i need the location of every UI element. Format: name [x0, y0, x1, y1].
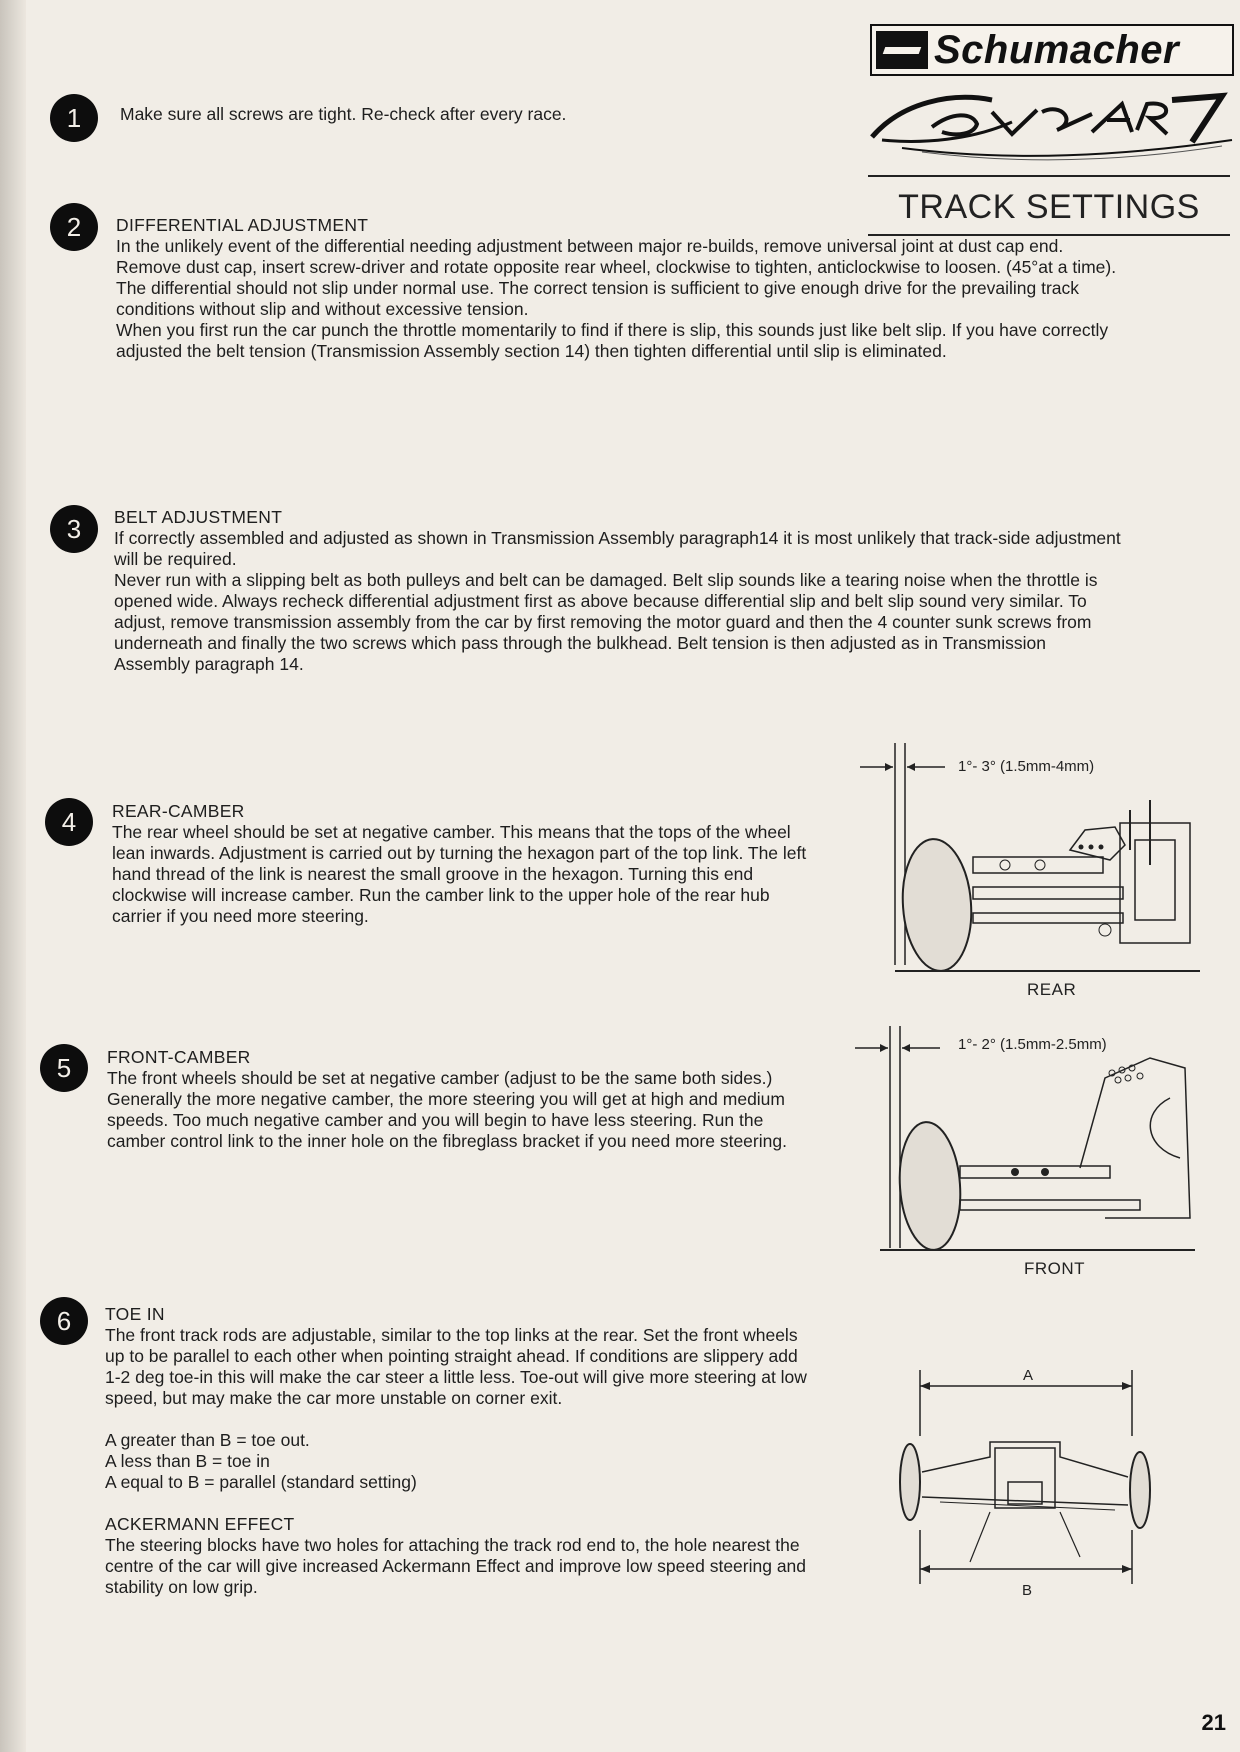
section-3-paragraph-1: If correctly assembled and adjusted as shown in Transmission Assembly paragraph14 it is most unlikely that track-side adjustment will be required. — [114, 528, 1121, 569]
page-title: TRACK SETTINGS — [898, 188, 1200, 226]
page-number: 21 — [1201, 1710, 1226, 1735]
toe-label-a: A — [1023, 1367, 1034, 1384]
section-2-paragraph-2: When you first run the car punch the throttle momentarily to find if there is slip, this sounds just like belt slip. If you have correctly adjusted the belt tension (Transmission Assembly section 14) then tighten differential until slip is eliminated. — [116, 320, 1109, 361]
step-number-2: 2 — [50, 203, 98, 251]
section-2 — [116, 215, 1126, 362]
cougar-model-logo — [862, 82, 1237, 162]
section-5 — [107, 1047, 817, 1152]
rear-diagram-label: REAR — [1027, 980, 1077, 999]
toe-label-b: B — [1022, 1582, 1033, 1599]
section-5-paragraph: The front wheels should be set at negative camber (adjust to be the same both sides.) Generally the more negative camber, the more steering you will get at high and medium speeds. Too much negative camber and you will begin to have less steering. Run the camber control link to the inner hole on the fibreglass bracket if you need more steering. — [107, 1068, 787, 1151]
front-camber-measure: 1°- 2° (1.5mm-2.5mm) — [958, 1036, 1107, 1053]
section-6 — [105, 1304, 815, 1598]
rear-camber-measure: 1°- 3° (1.5mm-4mm) — [958, 758, 1095, 775]
section-2-paragraph-1: In the unlikely event of the differential needing adjustment between major re-builds, remove universal joint at dust cap end. Remove dust cap, insert screw-driver and rotate opposite rear wheel, clockwise to tighten, anticlockwise to loosen. (45°at a time). The differential should not slip under normal use. The correct tension is sufficient to give enough drive for the prevailing track conditions without slip and without excessive tension. — [116, 236, 1117, 319]
section-5-heading: FRONT-CAMBER — [107, 1047, 251, 1067]
toe-rule-2: A less than B = toe in — [105, 1451, 270, 1471]
section-1 — [120, 104, 760, 125]
step-number-1: 1 — [50, 94, 98, 142]
checkered-flag-icon — [876, 31, 928, 69]
page-binding-shadow — [0, 0, 26, 1752]
brand-name: Schumacher — [934, 27, 1180, 72]
section-6-heading: TOE IN — [105, 1304, 165, 1324]
step-number-4: 4 — [45, 798, 93, 846]
section-3 — [114, 507, 1124, 675]
toe-rule-3: A equal to B = parallel (standard setting) — [105, 1472, 417, 1492]
step-number-5: 5 — [40, 1044, 88, 1092]
toe-in-diagram — [890, 1362, 1160, 1592]
section-1-text: Make sure all screws are tight. Re-check after every race. — [120, 104, 567, 124]
front-diagram-label: FRONT — [1024, 1259, 1086, 1278]
toe-rule-1: A greater than B = toe out. — [105, 1430, 310, 1450]
section-4-heading: REAR-CAMBER — [112, 801, 245, 821]
ackermann-paragraph: The steering blocks have two holes for attaching the track rod end to, the hole nearest the centre of the car will give increased Ackermann Effect and improve low speed steering and stability on low grip. — [105, 1535, 807, 1597]
step-number-6: 6 — [40, 1297, 88, 1345]
section-4-paragraph: The rear wheel should be set at negative camber. This means that the tops of the wheel lean inwards. Adjustment is carried out by turning the hexagon part of the top link. The left hand thread of the link is nearest the small groove in the hexagon. Turning this end clockwise will increase camber. Run the camber link to the upper hole of the rear hub carrier if you need more steering. — [112, 822, 807, 926]
section-3-paragraph-2: Never run with a slipping belt as both pulleys and belt can be damaged. Belt slip sounds like a tearing noise when the throttle is opened wide. Always recheck differential adjustment first as above because differential slip and belt slip sound very similar. To adjust, remove transmission assembly from the car by first removing the motor guard and then the 4 counter sunk screws from underneath and finally the two screws which pass through the bulkhead. Belt tension is then adjusted as in Transmission Assembly paragraph 14. — [114, 570, 1098, 674]
section-4 — [112, 801, 822, 927]
section-3-heading: BELT ADJUSTMENT — [114, 507, 283, 527]
step-number-3: 3 — [50, 505, 98, 553]
brand-logo — [870, 24, 1234, 76]
ackermann-heading: ACKERMANN EFFECT — [105, 1514, 295, 1534]
front-camber-diagram — [850, 1018, 1200, 1258]
section-6-paragraph: The front track rods are adjustable, similar to the top links at the rear. Set the front wheels up to be parallel to each other when pointing straight ahead. If conditions are slippery add 1-2 deg toe-in this will make the car steer a little less. Toe-out will give more steering at low speed, but may make the car more unstable on corner exit. — [105, 1325, 807, 1408]
title-rule-top — [868, 175, 1230, 177]
section-2-heading: DIFFERENTIAL ADJUSTMENT — [116, 215, 369, 235]
